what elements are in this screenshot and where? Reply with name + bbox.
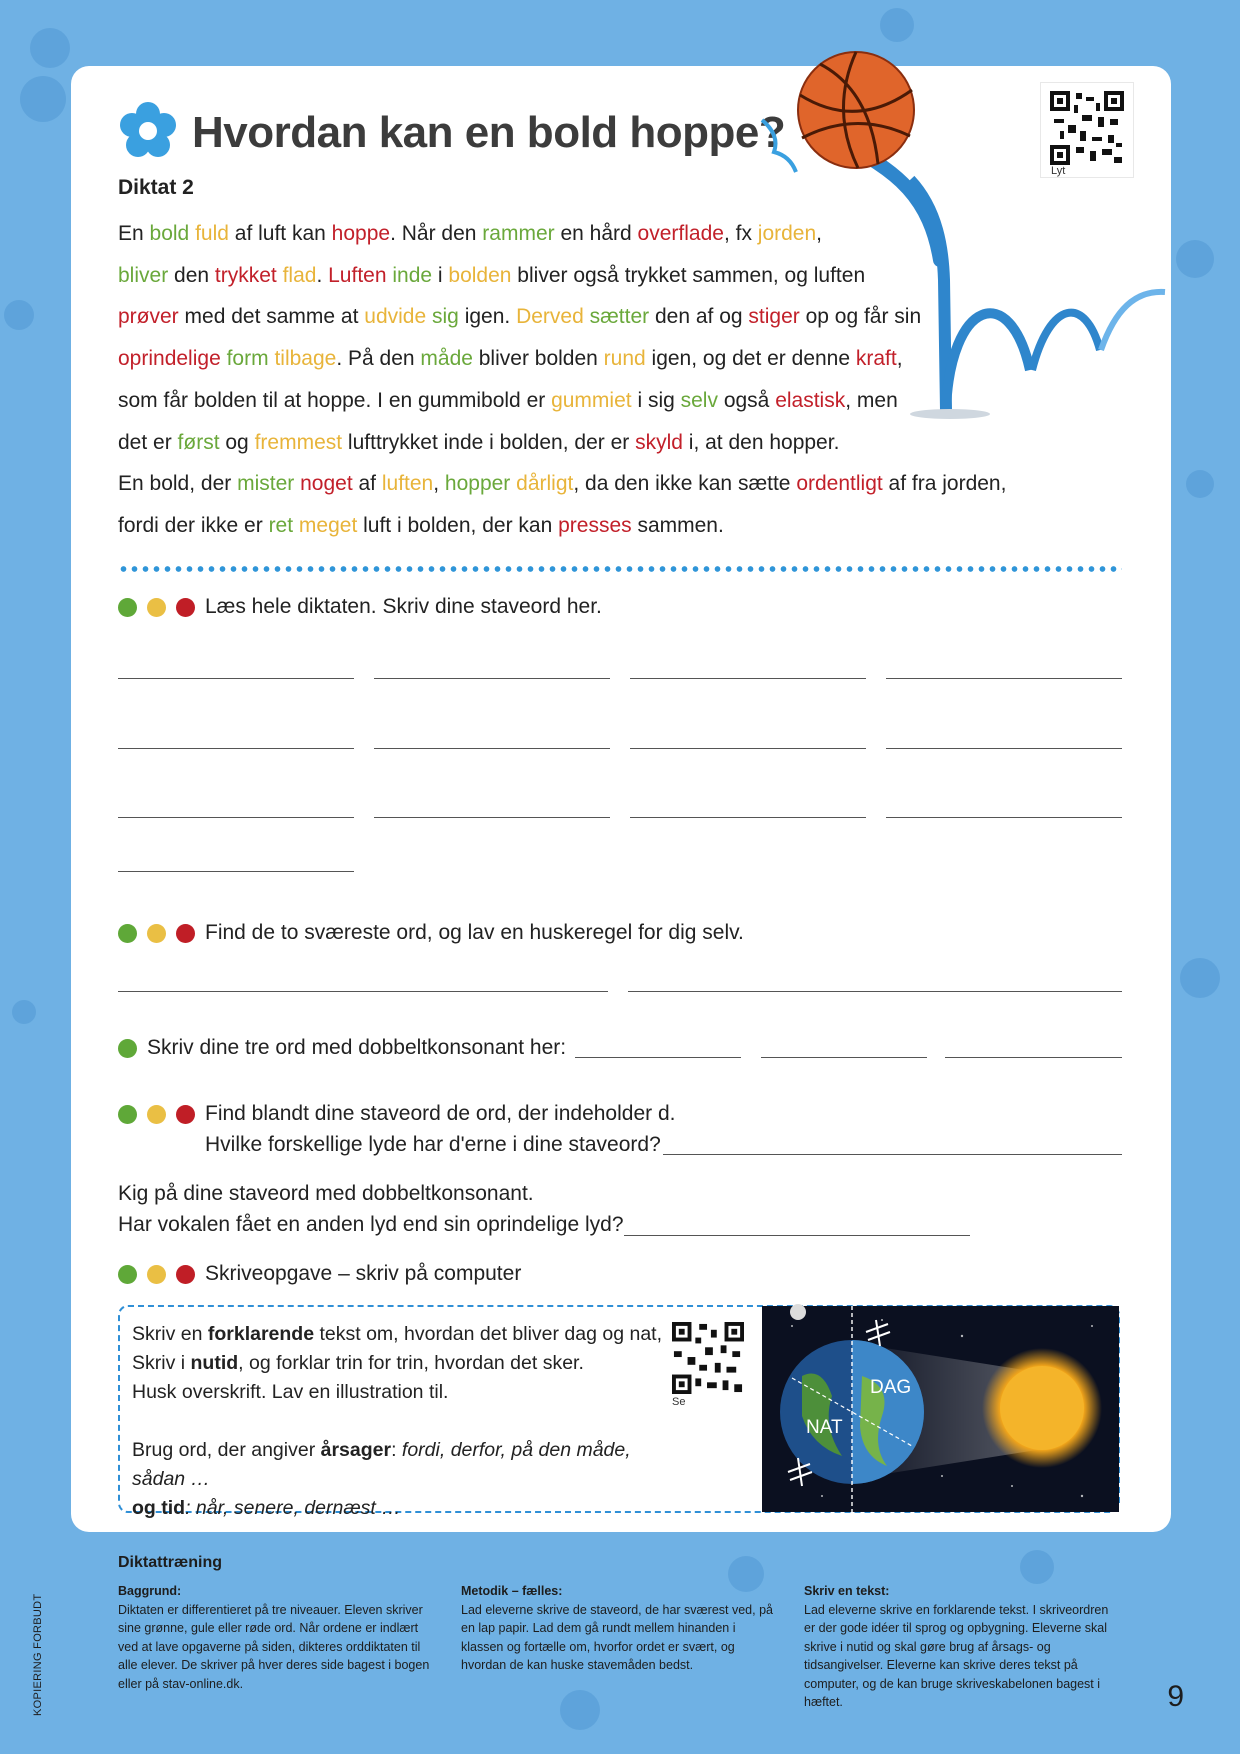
dictation-text-segment: fordi der ikke er	[118, 513, 269, 537]
copy-notice-text: KOPIERING FORBUDT	[32, 1593, 44, 1716]
dictation-word-green: mister	[237, 472, 295, 496]
task-double-consonant	[118, 1036, 566, 1060]
dictation-text-segment: . Når den	[390, 222, 483, 245]
dictation-word-green: hopper	[444, 472, 511, 496]
dictation-word-green: først	[177, 430, 220, 454]
dictation-word-yellow: luften	[381, 472, 434, 496]
dictation-word-red: ordentligt	[796, 472, 883, 496]
footer-column-text: Lad eleverne skrive de staveord, de har sværest ved, på en lap papir. Lad dem gå rundt mellem hinanden i klassen og fortælle om, hvorfor ordet er svært, og hvordan de kan huske stavemåden bedst.	[461, 1602, 773, 1672]
dictation-word-green: inde	[392, 263, 433, 287]
dictation-word-red: trykket	[214, 263, 277, 287]
task-vowel-line1: Kig på dine staveord med dobbeltkonsonant.	[118, 1182, 534, 1205]
dictation-text-segment: af luft kan	[228, 222, 332, 245]
dictation-text-segment: som får bolden til at hoppe. I en gummibold er	[118, 388, 552, 412]
dictation-text-segment: en hård	[554, 222, 638, 245]
dictation-text-segment: af fra jorden,	[882, 472, 1007, 496]
dictation-text	[118, 213, 1018, 547]
background-bubble	[560, 1690, 600, 1730]
dictation-text-segment: i, at den hopper.	[682, 430, 840, 454]
footer-column-write	[804, 1582, 1122, 1712]
footer-column-text: Lad eleverne skrive en forklarende tekst. I skriveordren er der gode idéer til sprog og opbygning. Eleverne skal skrive i nutid og skal gøre brug af årsags- og tidsangivelser. Eleverne kan skrive deres tekst på computer, og de kan bruge skriveskabelonen bagest i hæftet.	[804, 1602, 1109, 1709]
answer-line[interactable]	[118, 817, 354, 818]
dictation-text-segment: , da den ikke kan sætte	[573, 472, 797, 496]
answer-line[interactable]	[886, 817, 1122, 818]
task-text: Find de to sværeste ord, og lav en huskeregel for dig selv.	[205, 921, 744, 944]
footer-column-heading: Metodik – fælles:	[461, 1584, 563, 1598]
task-writing	[118, 1262, 521, 1286]
level-red-dot	[176, 1265, 195, 1284]
task-text: Find blandt dine staveord de ord, der indeholder d.	[205, 1102, 676, 1125]
dictation-word-yellow: udvide	[364, 305, 427, 329]
level-green-dot	[118, 924, 137, 943]
level-green-dot	[118, 598, 137, 617]
dictation-word-green: måde	[420, 347, 473, 371]
qr-code-see[interactable]	[672, 1322, 748, 1412]
dictation-text-segment: i sig	[631, 388, 681, 412]
task-vowel-line2: Har vokalen fået en anden lyd end sin oprindelige lyd?	[118, 1213, 624, 1236]
dictation-text-segment: i	[432, 263, 449, 287]
answer-line[interactable]	[118, 748, 354, 749]
background-bubble	[30, 28, 70, 68]
dictation-line	[118, 422, 1018, 464]
answer-line[interactable]	[118, 678, 354, 679]
background-bubble	[1020, 1550, 1054, 1584]
dictation-text-segment: det er	[118, 430, 178, 454]
subtitle: Diktat 2	[118, 176, 194, 199]
task-find-d	[118, 1102, 675, 1126]
footer-column-method	[461, 1582, 779, 1675]
night-label: NAT	[806, 1417, 843, 1438]
background-bubble	[1186, 470, 1214, 498]
copy-notice	[28, 1568, 48, 1718]
dictation-line	[118, 380, 1018, 422]
background-bubble	[1180, 958, 1220, 998]
dictation-text-segment: med det samme at	[178, 305, 365, 329]
dictation-word-yellow: dårligt	[516, 472, 574, 496]
dictation-word-red: noget	[300, 472, 353, 496]
dictation-word-yellow: bolden	[448, 263, 512, 287]
dictation-word-red: overflade	[637, 222, 724, 245]
answer-line[interactable]	[374, 817, 610, 818]
answer-line[interactable]	[630, 748, 866, 749]
dictation-word-green: selv	[680, 388, 718, 412]
background-bubble	[880, 8, 914, 42]
level-yellow-dot	[147, 924, 166, 943]
dictation-text-segment: ,	[816, 222, 823, 245]
dictation-text-segment: bliver også trykket sammen, og luften	[511, 263, 866, 287]
dictation-text-segment: lufttrykket inde i bolden, der er	[342, 430, 636, 454]
dictation-text-segment: bliver bolden	[472, 347, 604, 371]
answer-line[interactable]	[624, 1235, 970, 1236]
dictation-text-segment: igen, og det er denne	[645, 347, 856, 371]
task-text: Skriveopgave – skriv på computer	[205, 1262, 522, 1285]
dictation-word-red: presses	[558, 513, 632, 537]
writing-line-1: Skriv en forklarende tekst om, hvordan det bliver dag og nat,	[132, 1323, 663, 1345]
page-title-row	[118, 104, 785, 162]
task-text: Skriv dine tre ord med dobbeltkonsonant her:	[147, 1036, 567, 1059]
dictation-word-red: skyld	[635, 430, 683, 454]
answer-line[interactable]	[630, 817, 866, 818]
writing-assignment-text	[132, 1320, 672, 1523]
footer-heading: Diktattræning	[118, 1554, 222, 1571]
level-yellow-dot	[147, 1265, 166, 1284]
dictation-word-yellow: tilbage	[274, 347, 337, 371]
writing-line-5: og tid: når, senere, dernæst …	[132, 1497, 401, 1519]
answer-line[interactable]	[374, 748, 610, 749]
dictation-word-red: prøver	[118, 305, 179, 329]
background-bubble	[4, 300, 34, 330]
answer-line[interactable]	[118, 991, 608, 992]
answer-line[interactable]	[886, 748, 1122, 749]
level-green-dot	[118, 1265, 137, 1284]
background-bubble	[12, 1000, 36, 1024]
dictation-word-yellow: flad	[282, 263, 317, 287]
dictation-line	[118, 463, 1018, 505]
task-text: Læs hele diktaten. Skriv dine staveord her.	[205, 595, 602, 618]
dictation-word-yellow: fremmest	[254, 430, 343, 454]
qr-code-icon	[1050, 91, 1124, 165]
answer-line[interactable]	[886, 678, 1122, 679]
level-green-dot	[118, 1105, 137, 1124]
writing-line-2: Skriv i nutid, og forklar trin for trin, hvordan det sker.	[132, 1352, 584, 1374]
dictation-word-yellow: fuld	[195, 222, 229, 245]
dictation-word-red: stiger	[748, 305, 800, 329]
dictation-line	[118, 505, 1018, 547]
dictation-text-segment: af	[352, 472, 382, 496]
answer-line[interactable]	[374, 678, 610, 679]
dictation-text-segment: En	[118, 222, 150, 245]
answer-line[interactable]	[628, 991, 1122, 992]
dictation-word-red: kraft	[855, 347, 897, 371]
dictation-text-segment: luft i bolden, der kan	[357, 513, 559, 537]
answer-line[interactable]	[118, 871, 354, 872]
dictation-word-green: bliver	[118, 263, 169, 287]
dictation-word-red: Luften	[328, 263, 387, 287]
answer-line[interactable]	[945, 1057, 1122, 1058]
dictation-line	[118, 255, 1018, 297]
footer-column-background	[118, 1582, 436, 1693]
qr-label-see: Se	[672, 1396, 686, 1408]
dotted-separator	[118, 566, 1122, 572]
dictation-text-segment: ,	[433, 472, 445, 496]
level-red-dot	[176, 598, 195, 617]
dictation-word-green: sætter	[589, 305, 650, 329]
dictation-text-segment: op og får sin	[799, 305, 922, 329]
background-bubble	[1176, 240, 1214, 278]
task-d-sounds-question: Hvilke forskellige lyde har d'erne i dine staveord?	[205, 1133, 661, 1156]
writing-line-3: Husk overskrift. Lav en illustration til.	[132, 1381, 449, 1403]
level-red-dot	[176, 1105, 195, 1124]
dictation-word-green: ret	[268, 513, 294, 537]
dictation-word-yellow: meget	[298, 513, 358, 537]
footer-column-text: Diktaten er differentieret på tre niveauer. Eleven skriver sine grønne, gule eller røde ord. Når ordene er indlært ved at lave opgaverne på siden, dikteres orddiktaten til alle elever. De skriver på hver deres side bagest i bogen eller på stav-online.dk.	[118, 1602, 430, 1691]
dictation-word-red: elastisk	[775, 388, 846, 412]
dictation-line	[118, 296, 1018, 338]
qr-code-listen[interactable]	[1040, 82, 1134, 178]
qr-code-icon	[672, 1322, 744, 1394]
flower-icon	[118, 101, 178, 166]
dictation-word-green: sig	[432, 305, 459, 329]
dictation-text-segment: .	[316, 263, 329, 287]
dictation-text-segment: den af og	[649, 305, 749, 329]
footer-column-heading: Baggrund:	[118, 1584, 182, 1598]
dictation-text-segment: En bold, der	[118, 472, 238, 496]
dictation-word-red: hoppe	[331, 222, 391, 245]
dictation-text-segment: , fx	[723, 222, 758, 245]
page-number: 9	[1167, 1680, 1184, 1713]
level-green-dot	[118, 1039, 137, 1058]
dictation-text-segment: sammen.	[631, 513, 724, 537]
dictation-text-segment: igen.	[458, 305, 517, 329]
answer-line[interactable]	[575, 1057, 741, 1058]
task-hardest-words	[118, 921, 744, 945]
level-yellow-dot	[147, 1105, 166, 1124]
answer-line[interactable]	[663, 1154, 1122, 1155]
dictation-text-segment: også	[717, 388, 776, 412]
writing-line-4: Brug ord, der angiver årsager: fordi, derfor, på den måde, sådan …	[132, 1439, 631, 1490]
dictation-line	[118, 338, 1018, 380]
dictation-text-segment: . På den	[336, 347, 421, 371]
dictation-word-red: oprindelige	[118, 347, 221, 371]
answer-line[interactable]	[761, 1057, 927, 1058]
earth-sun-illustration	[762, 1306, 1119, 1512]
level-yellow-dot	[147, 598, 166, 617]
page-title: Hvordan kan en bold hoppe?	[192, 108, 786, 157]
background-bubble	[20, 76, 66, 122]
dictation-word-yellow: gummiet	[551, 388, 632, 412]
day-label: DAG	[870, 1377, 912, 1398]
task-read-dictation	[118, 595, 602, 619]
qr-label-listen: Lyt	[1051, 165, 1066, 177]
footer-column-heading: Skriv en tekst:	[804, 1584, 890, 1598]
dictation-word-yellow: jorden	[757, 222, 817, 245]
dictation-text-segment: ,	[896, 347, 903, 371]
dictation-word-green: bold	[149, 222, 190, 245]
dictation-text-segment: den	[168, 263, 215, 287]
dictation-word-green: form	[226, 347, 269, 371]
dictation-word-yellow: Derved	[516, 305, 584, 329]
answer-line[interactable]	[630, 678, 866, 679]
level-red-dot	[176, 924, 195, 943]
dictation-text-segment: og	[219, 430, 255, 454]
dictation-text-segment: , men	[845, 388, 898, 412]
dictation-word-green: rammer	[482, 222, 555, 245]
dictation-line	[118, 213, 1018, 255]
dictation-word-yellow: rund	[603, 347, 646, 371]
